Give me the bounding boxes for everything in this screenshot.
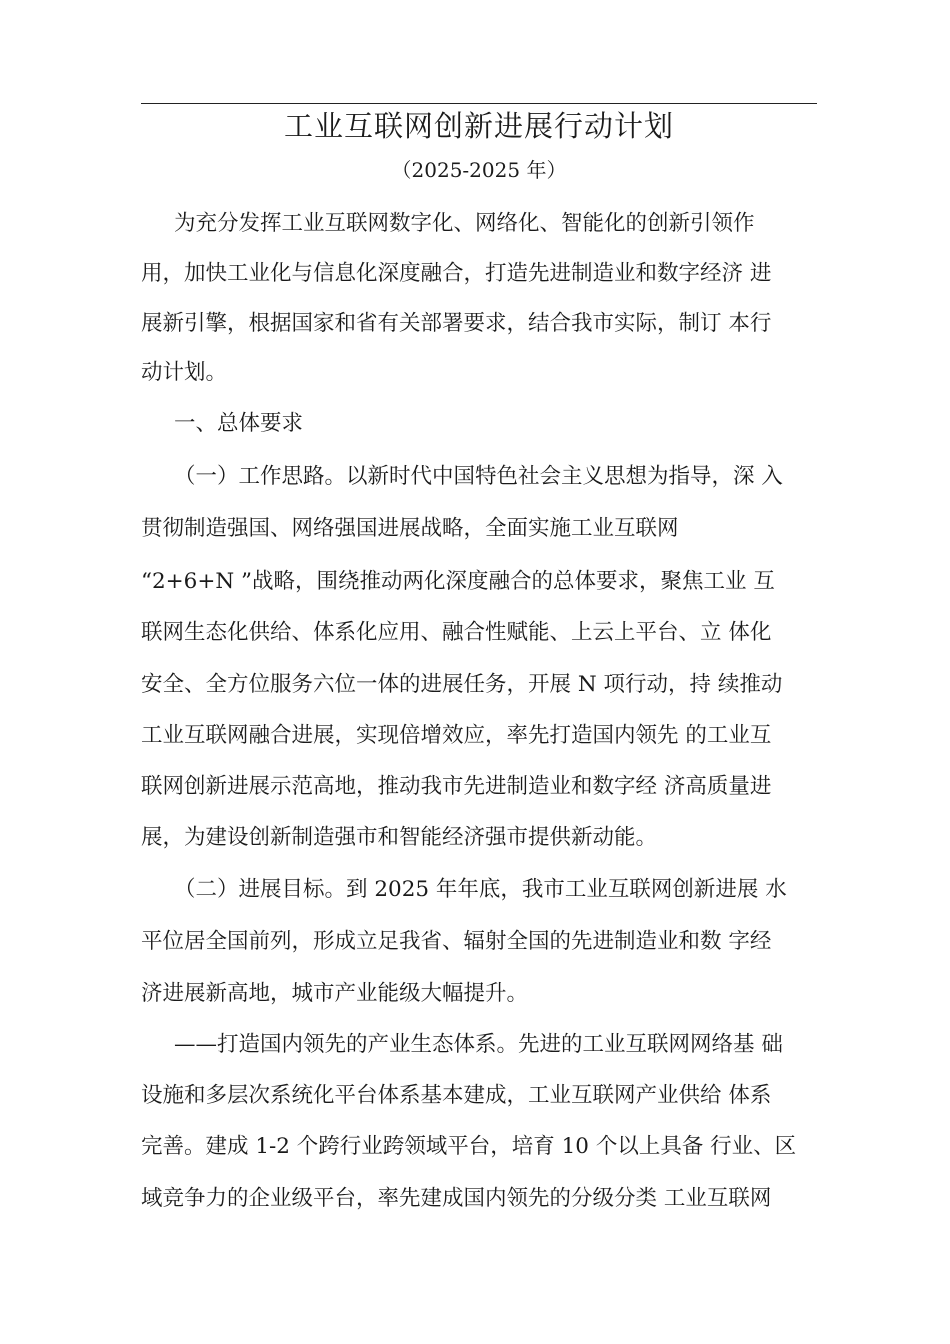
paragraph-line: 济进展新高地，城市产业能级大幅提升。 (141, 981, 529, 1006)
paragraph-line: 域竞争力的企业级平台，率先建成国内领先的分级分类 工业互联网 (141, 1186, 772, 1211)
paragraph-line: 用，加快工业化与信息化深度融合，打造先进制造业和数字经济 进 (141, 261, 772, 286)
paragraph-line: 联网创新进展示范高地，推动我市先进制造业和数字经 济高质量进 (141, 774, 772, 799)
paragraph-line: 完善。建成 1-2 个跨行业跨领域平台，培育 10 个以上具备 行业、区 (141, 1134, 797, 1159)
paragraph-line: 贯彻制造强国、网络强国进展战略，全面实施工业互联网 (141, 516, 679, 541)
section-heading: 一、总体要求 (174, 411, 304, 436)
paragraph-line: （二）进展目标。到 2025 年年底，我市工业互联网创新进展 水 (174, 877, 787, 902)
header-rule (141, 103, 817, 104)
paragraph-line: 联网生态化供给、体系化应用、融合性赋能、上云上平台、立 体化 (141, 620, 772, 645)
paragraph-line: 展新引擎，根据国家和省有关部署要求，结合我市实际，制订 本行 (141, 311, 772, 336)
paragraph-line: ——打造国内领先的产业生态体系。先进的工业互联网网络基 础 (174, 1032, 783, 1057)
paragraph-line: 工业互联网融合进展，实现倍增效应，率先打造国内领先 的工业互 (141, 723, 772, 748)
paragraph-line: “2+6+N ”战略，围绕推动两化深度融合的总体要求，聚焦工业 互 (141, 569, 775, 594)
paragraph-line: （一）工作思路。以新时代中国特色社会主义思想为指导，深 入 (174, 464, 783, 489)
document-title: 工业互联网创新进展行动计划 (283, 109, 674, 143)
paragraph-line: 安全、全方位服务六位一体的进展任务，开展 N 项行动，持 续推动 (141, 672, 783, 697)
paragraph-line: 展，为建设创新制造强市和智能经济强市提供新动能。 (141, 825, 658, 850)
paragraph-line: 设施和多层次系统化平台体系基本建成，工业互联网产业供给 体系 (141, 1083, 772, 1108)
document-subtitle: （2025-2025 年） (391, 158, 567, 182)
paragraph-line: 平位居全国前列，形成立足我省、辐射全国的先进制造业和数 字经 (141, 929, 772, 954)
paragraph-line: 为充分发挥工业互联网数字化、网络化、智能化的创新引领作 (174, 211, 755, 236)
paragraph-line: 动计划。 (141, 360, 228, 385)
